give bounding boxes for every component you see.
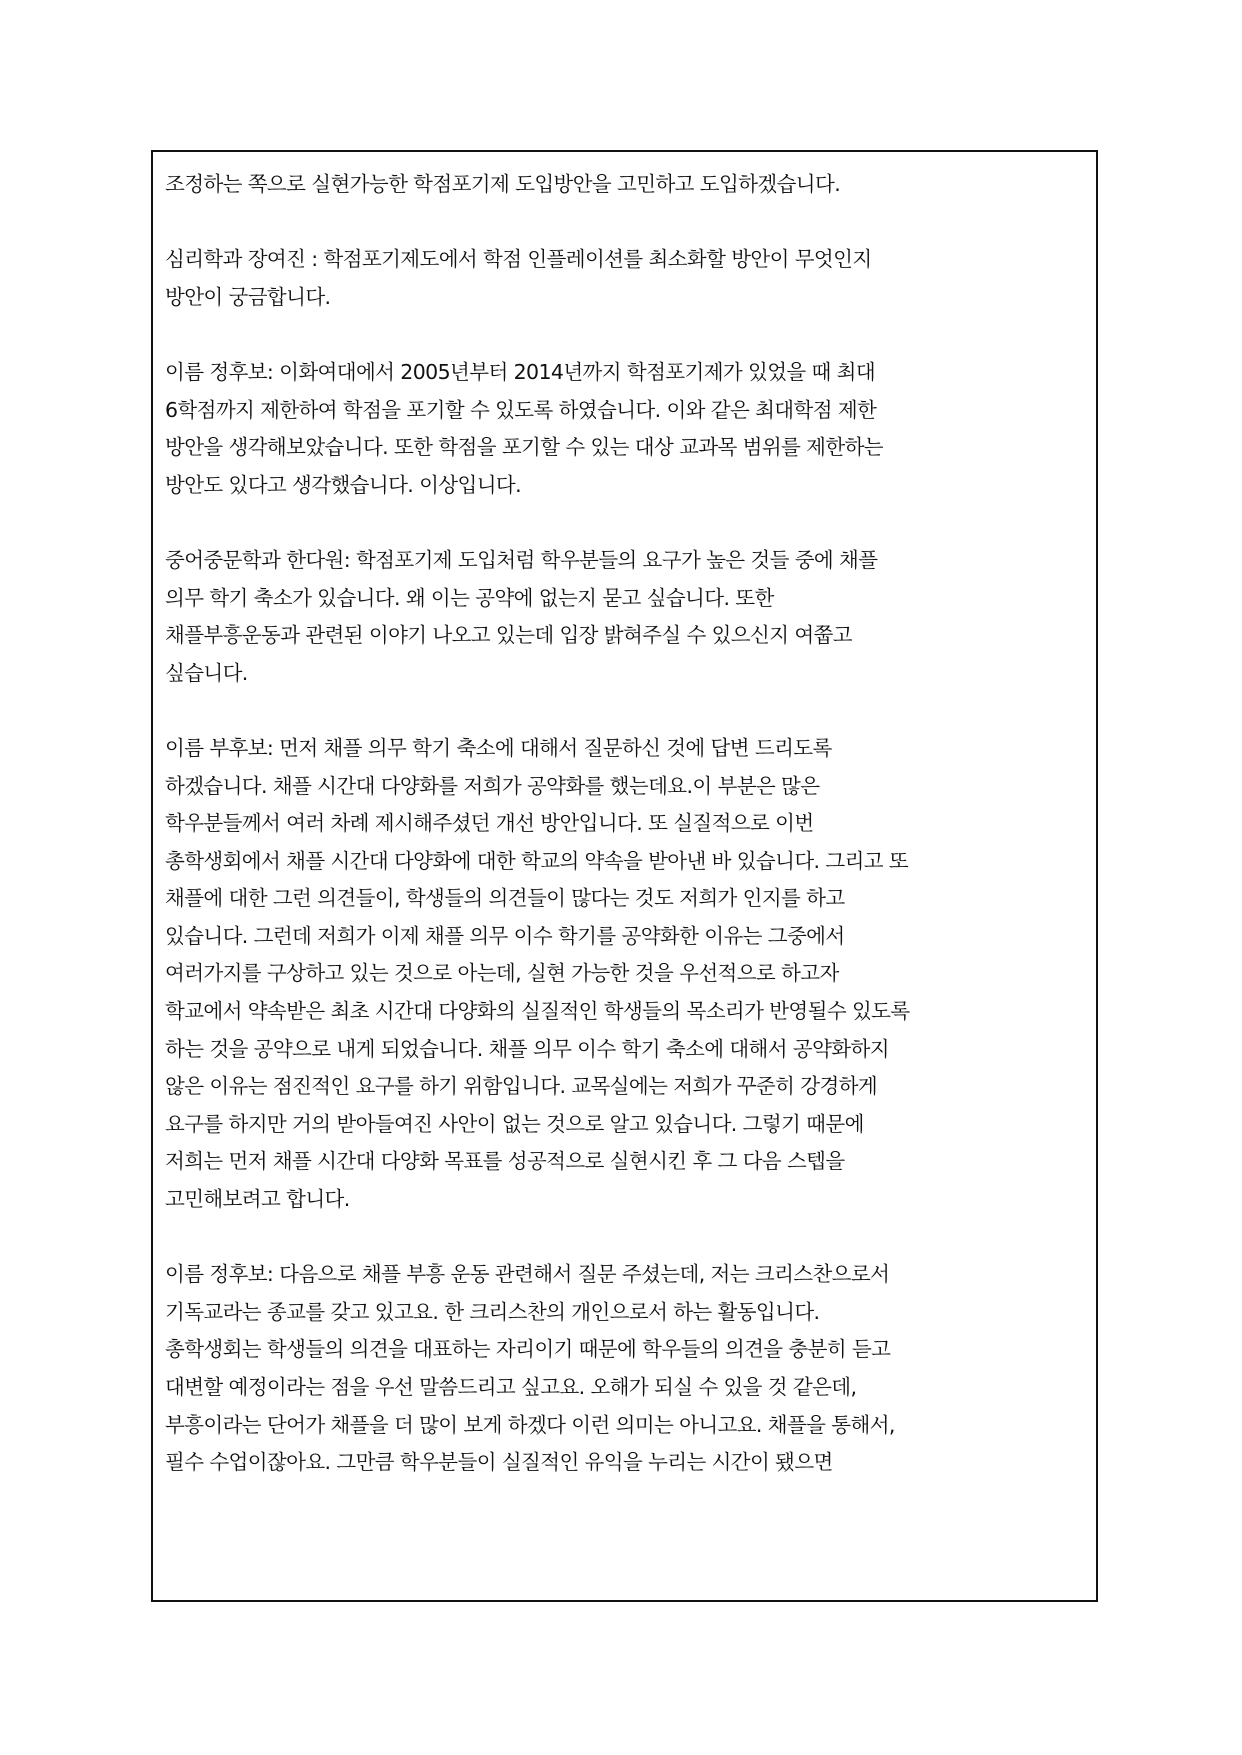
text-line: 하는 것을 공약으로 내게 되었습니다. 채플 의무 이수 학기 축소에 대해서 공약화하지	[165, 1036, 889, 1061]
paragraph-gap	[165, 504, 1084, 542]
text-line: 있습니다. 그런데 저희가 이제 채플 의무 이수 학기를 공약화한 이유는 그중에서	[165, 923, 845, 948]
paragraph-gap	[165, 204, 1084, 242]
text-line: 채플부흥운동과 관련된 이야기 나오고 있는데 입장 밝혀주실 수 있으신지 여쭙고	[165, 623, 852, 648]
text-line: 하겠습니다. 채플 시간대 다양화를 저희가 공약화를 했는데요.이 부분은 많은	[165, 773, 820, 798]
text-line: 방안도 있다고 생각했습니다. 이상입니다.	[165, 472, 522, 497]
text-line: 학우분들께서 여러 차례 제시해주셨던 개선 방안입니다. 또 실질적으로 이번	[165, 811, 814, 836]
paragraph-gap	[165, 1219, 1084, 1257]
text-line: 심리학과 장여진 : 학점포기제도에서 학점 인플레이션를 최소화할 방안이 무엇인지	[165, 247, 872, 272]
text-line: 이름 정후보: 이화여대에서 2005년부터 2014년까지 학점포기제가 있었을 때 최대	[165, 359, 876, 384]
text-line: 채플에 대한 그런 의견들이, 학생들의 의견들이 많다는 것도 저희가 인지를 하고	[165, 886, 845, 911]
text-line: 필수 수업이잖아요. 그만큼 학우분들이 실질적인 유익을 누리는 시간이 됐으면	[165, 1450, 833, 1475]
paragraph-gap	[165, 692, 1084, 730]
text-line: 않은 이유는 점진적인 요구를 하기 위함입니다. 교목실에는 저희가 꾸준히 강경하게	[165, 1074, 878, 1099]
text-line: 총학생회는 학생들의 의견을 대표하는 자리이기 때문에 학우들의 의견을 충분히 듣고	[165, 1337, 891, 1362]
text-line: 방안이 궁금합니다.	[165, 284, 331, 309]
text-line: 총학생회에서 채플 시간대 다양화에 대한 학교의 약속을 받아낸 바 있습니다. 그리고 또	[165, 848, 909, 873]
text-line: 6학점까지 제한하여 학점을 포기할 수 있도록 하였습니다. 이와 같은 최대학점 제한	[165, 397, 877, 422]
text-line: 중어중문학과 한다원: 학점포기제 도입처럼 학우분들의 요구가 높은 것들 중에 채플	[165, 547, 878, 572]
text-line: 부흥이라는 단어가 채플을 더 많이 보게 하겠다 이런 의미는 아니고요. 채플을 통해서,	[165, 1412, 895, 1437]
text-line: 대변할 예정이라는 점을 우선 말씀드리고 싶고요. 오해가 되실 수 있을 것 같은데,	[165, 1375, 857, 1399]
text-line: 이름 정후보: 다음으로 채플 부흥 운동 관련해서 질문 주셨는데, 저는 크리스찬으로서	[165, 1262, 890, 1287]
transcript-box	[151, 150, 1098, 1602]
text-line: 기독교라는 종교를 갖고 있고요. 한 크리스찬의 개인으로서 하는 활동입니다.	[165, 1299, 820, 1324]
text-line: 여러가지를 구상하고 있는 것으로 아는데, 실현 가능한 것을 우선적으로 하고자	[165, 961, 839, 986]
text-line: 이름 부후보: 먼저 채플 의무 학기 축소에 대해서 질문하신 것에 답변 드리도록	[165, 735, 832, 760]
text-line: 방안을 생각해보았습니다. 또한 학점을 포기할 수 있는 대상 교과목 범위를 제한하는	[165, 435, 883, 460]
text-line: 조정하는 쪽으로 실현가능한 학점포기제 도입방안을 고민하고 도입하겠습니다.	[165, 172, 841, 196]
paragraph-gap	[165, 316, 1084, 354]
text-line: 고민해보려고 합니다.	[165, 1187, 350, 1212]
text-line: 싶습니다.	[165, 660, 248, 685]
text-line: 저희는 먼저 채플 시간대 다양화 목표를 성공적으로 실현시킨 후 그 다음 스텝을	[165, 1149, 845, 1174]
text-line: 의무 학기 축소가 있습니다. 왜 이는 공약에 없는지 묻고 싶습니다. 또한	[165, 585, 774, 610]
text-line: 학교에서 약속받은 최초 시간대 다양화의 실질적인 학생들의 목소리가 반영될수 있도록	[165, 999, 910, 1024]
text-line: 요구를 하지만 거의 받아들여진 사안이 없는 것으로 알고 있습니다. 그렇기 때문에	[165, 1111, 864, 1136]
